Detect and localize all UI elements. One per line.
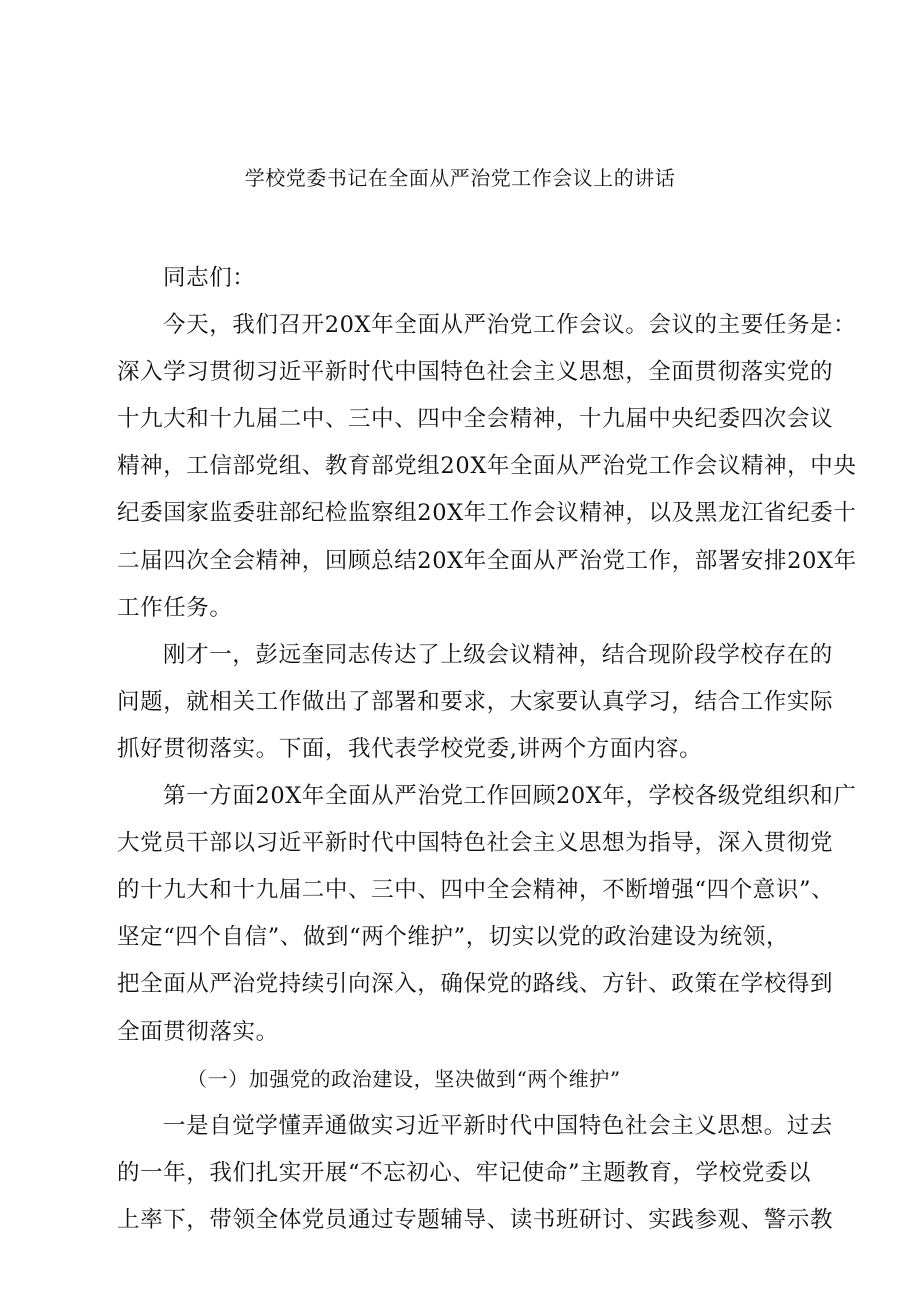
paragraph-line: 大党员干部以习近平新时代中国特色社会主义思想为指导，深入贯彻党: [117, 830, 834, 857]
paragraph-line: 一是自觉学懂弄通做实习近平新时代中国特色社会主义思想。过去: [163, 1112, 833, 1139]
paragraph-line: 抓好贯彻落实。下面，我代表学校党委,讲两个方面内容。: [117, 735, 703, 762]
paragraph-line: 的一年，我们扎实开展“不忘初心、牢记使命”主题教育，学校党委以: [117, 1159, 812, 1186]
paragraph-line: 全面贯彻落实。: [117, 1018, 279, 1045]
paragraph-line: 纪委国家监委驻部纪检监察组20X年工作会议精神，以及黑龙江省纪委十: [117, 500, 857, 527]
greeting-line: 同志们：: [163, 265, 256, 291]
document-body: [117, 255, 857, 1244]
paragraph-line: 把全面从严治党持续引向深入，确保党的路线、方针、政策在学校得到: [117, 971, 834, 998]
paragraph-line: 工作任务。: [117, 594, 233, 621]
paragraph-line: 刚才一，彭远奎同志传达了上级会议精神，结合现阶段学校存在的: [163, 641, 833, 668]
paragraph-line: 精神，工信部党组、教育部党组20X年全面从严治党工作会议精神，中央: [117, 453, 857, 480]
paragraph-line: 的十九大和十九届二中、三中、四中全会精神，不断增强“四个意识”、: [117, 877, 835, 904]
paragraph-line: 十九大和十九届二中、三中、四中全会精神，十九届中央纪委四次会议: [117, 406, 834, 433]
section-heading: （一）加强党的政治建设，坚决做到“两个维护”: [187, 1066, 621, 1091]
paragraph-line: 上率下，带领全体党员通过专题辅导、读书班研讨、实践参观、警示教: [117, 1206, 834, 1233]
paragraph-line: 深入学习贯彻习近平新时代中国特色社会主义思想，全面贯彻落实党的: [117, 359, 834, 386]
document-title: 学校党委书记在全面从严治党工作会议上的讲话: [244, 166, 676, 190]
paragraph-line: 今天，我们召开20X年全面从严治党工作会议。会议的主要任务是：: [163, 312, 857, 339]
paragraph-line: 问题，就相关工作做出了部署和要求，大家要认真学习，结合工作实际: [117, 688, 834, 715]
paragraph-line: 第一方面20X年全面从严治党工作回顾20X年，学校各级党组织和广: [163, 783, 857, 810]
paragraph-line: 坚定“四个自信”、做到“两个维护”，切实以党的政治建设为统领，: [117, 924, 790, 951]
paragraph-line: 二届四次全会精神，回顾总结20X年全面从严治党工作，部署安排20X年: [117, 547, 857, 574]
